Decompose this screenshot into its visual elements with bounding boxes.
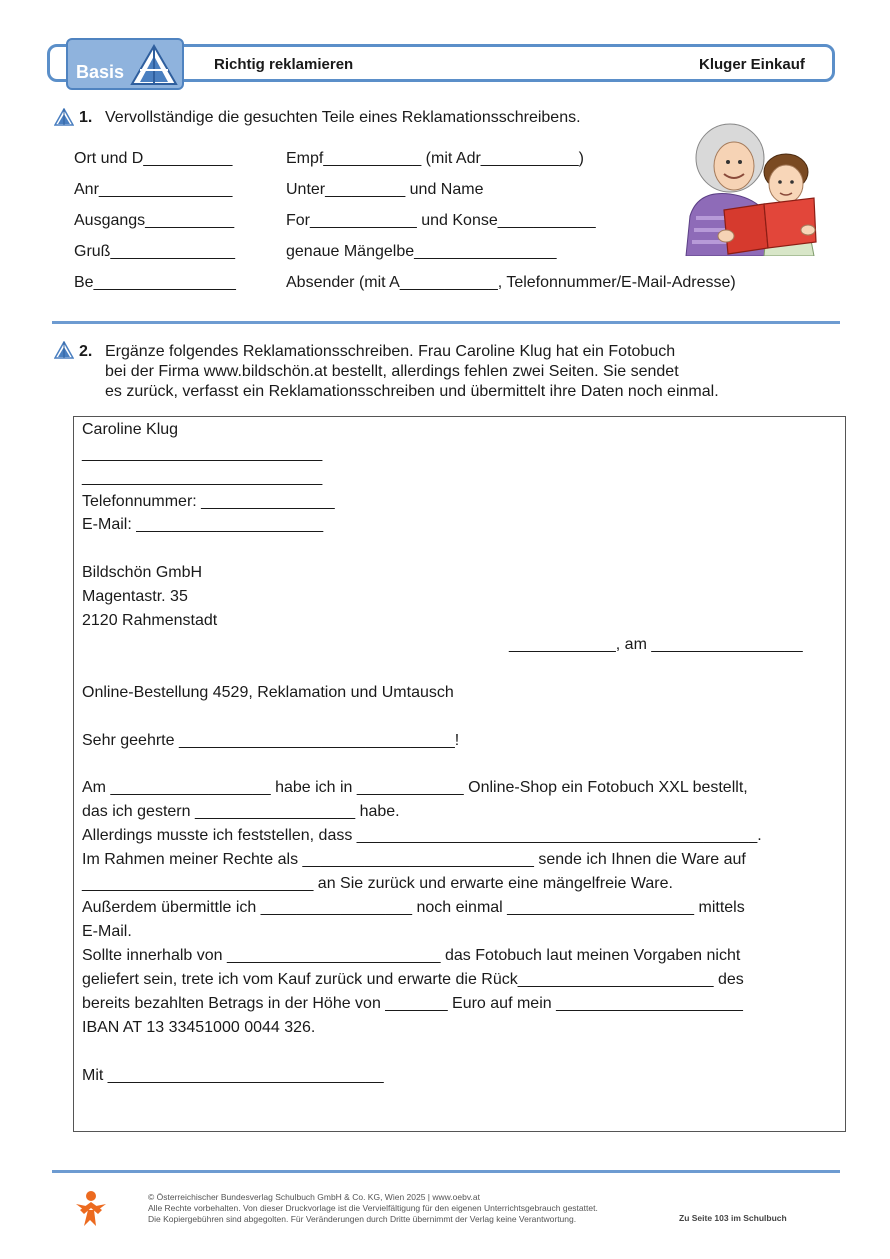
letter-phone: Telefonnummer: _______________ [82,493,335,510]
letter-blank-line: ___________________________ [82,445,323,462]
task1-right-item: Unter_________ und Name [286,181,484,198]
task1-left-item: Ort und D__________ [74,150,233,167]
footer-rights: Alle Rechte vorbehalten. Von dieser Druckvorlage ist die Vervielfältigung für den eigenen Unterrichtsgebrauch gestattet. [148,1203,598,1213]
footer-page-ref: Zu Seite 103 im Schulbuch [679,1213,787,1223]
task1-left-item: Ausgangs__________ [74,212,235,229]
publisher-logo-icon [72,1190,110,1228]
task1-left-item: Be________________ [74,274,236,291]
task1-left-item: Gruß______________ [74,243,236,260]
task1-right-item: genaue Mängelbe________________ [286,243,557,260]
letter-subject: Online-Bestellung 4529, Reklamation und Umtausch [82,684,454,701]
task1-left-item: Anr_______________ [74,181,233,198]
task1-instruction: Vervollständige die gesuchten Teile eines Reklamationsschreibens. [105,109,581,126]
footer-copyright: © Österreichischer Bundesverlag Schulbuch GmbH & Co. KG, Wien 2025 | www.oebv.at [148,1192,480,1202]
task-level-icon [54,341,74,359]
letter-body-line: E-Mail. [82,923,132,940]
basis-label: Basis [76,62,125,82]
letter-body-line: Außerdem übermittle ich _________________ noch einmal _____________________ mittels [82,899,745,916]
letter-salutation: Sehr geehrte _______________________________! [82,732,460,749]
task1-number: 1. [79,109,93,126]
task1-right-item: Empf___________ (mit Adr___________) [286,150,584,167]
letter-body-line: __________________________ an Sie zurück und erwarte eine mängelfreie Ware. [82,875,673,892]
section-title: Kluger Einkauf [699,56,805,73]
section-divider [52,321,840,324]
letter-recipient-city: 2120 Rahmenstadt [82,612,218,629]
page-title: Richtig reklamieren [214,56,354,73]
letter-closing: Mit _______________________________ [82,1067,384,1084]
task2-instruction-line: Ergänze folgendes Reklamationsschreiben. Frau Caroline Klug hat ein Fotobuch [105,343,676,360]
letter-body-line: IBAN AT 13 33451000 0044 326. [82,1019,316,1036]
letter-blank-line: ___________________________ [82,469,323,486]
triangle-icon [130,44,178,86]
letter-body-line: Am __________________ habe ich in ____________ Online-Shop ein Fotobuch XXL bestellt, [82,779,748,796]
footer-disclaimer: Die Kopiergebühren sind abgegolten. Für Veränderungen durch Dritte übernimmt der Verlag keine Verantwortung. [148,1214,577,1224]
reading-illustration [668,118,826,256]
letter-body-line: Allerdings musste ich feststellen, dass _____________________________________________. [82,827,762,844]
task2-number: 2. [79,343,93,360]
letter-body-line: geliefert sein, trete ich vom Kauf zurück und erwarte die Rück______________________ des [82,971,744,988]
letter-sender-name: Caroline Klug [82,421,179,438]
letter-body-line: Sollte innerhalb von ________________________ das Fotobuch laut meinen Vorgaben nicht [82,947,741,964]
letter-body-line: das ich gestern __________________ habe. [82,803,400,820]
task1-right-item: Absender (mit A___________, Telefonnummer/E-Mail-Adresse) [286,274,736,291]
letter-recipient-street: Magentastr. 35 [82,588,188,605]
letter-date-line: ____________, am _________________ [509,636,803,653]
task2-instruction-line: es zurück, verfasst ein Reklamationsschreiben und übermittelt ihre Daten noch einmal. [105,383,719,400]
task-level-icon [54,108,74,126]
letter-body-line: bereits bezahlten Betrags in der Höhe von _______ Euro auf mein _____________________ [82,995,743,1012]
basis-badge [66,38,184,90]
letter-email: E-Mail: _____________________ [82,516,324,533]
task2-instruction-line: bei der Firma www.bildschön.at bestellt, allerdings fehlen zwei Seiten. Sie sendet [105,363,679,380]
letter-recipient-company: Bildschön GmbH [82,564,203,581]
task1-right-item: For____________ und Konse___________ [286,212,596,229]
letter-body-line: Im Rahmen meiner Rechte als __________________________ sende ich Ihnen die Ware auf [82,851,746,868]
footer-divider [52,1170,840,1173]
